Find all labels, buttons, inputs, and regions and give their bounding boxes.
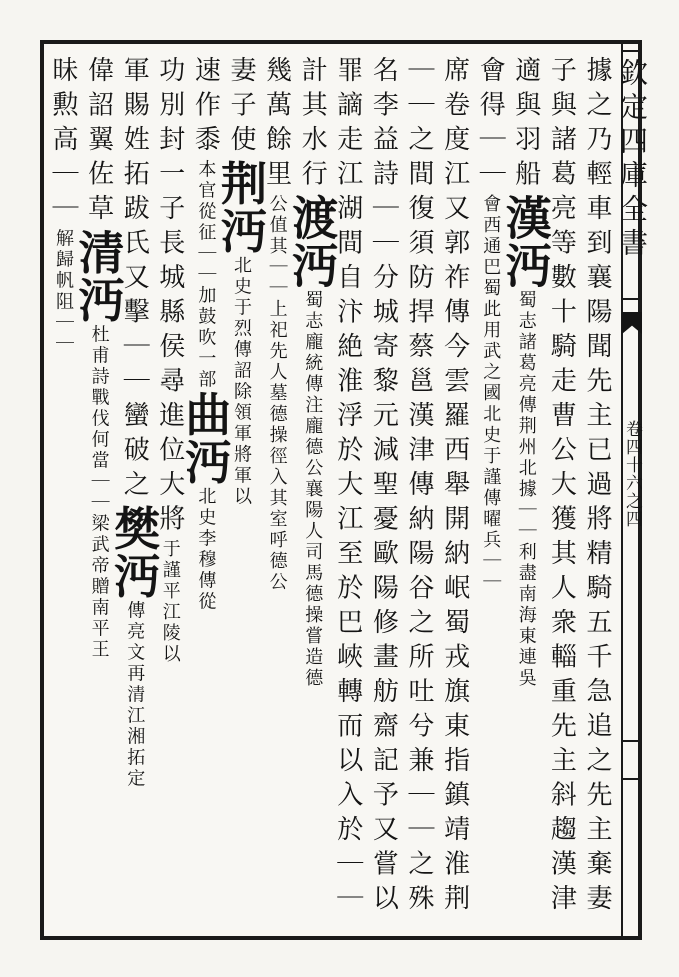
text-column <box>438 56 472 928</box>
annotation-text: 北史李穆傳從 <box>195 486 217 613</box>
body-text: 會得｜｜ <box>475 56 506 194</box>
annotation-text: 傳亮文再清江湘拓定 <box>124 600 146 790</box>
text-column <box>285 56 340 928</box>
body-text: 昧勲高｜｜ <box>48 56 78 229</box>
body-text: 妻子使 <box>226 56 256 160</box>
annotation-text: 蜀志龐統傳注龐德公襄陽人司馬德操嘗造德 <box>302 290 324 689</box>
annotation-text: 蜀志諸葛亮傳荆州北據｜｜利盡南海東連吳 <box>515 290 537 689</box>
body-text: 計其水行 <box>297 56 328 194</box>
body-text: 據之乃輕車到襄陽聞先主已過將精騎五千急追之先主棄妻 <box>582 56 612 919</box>
annotation-text: 公值其｜｜上祀先人墓德操徑入其室呼德公 <box>266 194 288 593</box>
annotation-text: 解歸帆阻｜｜ <box>53 228 74 355</box>
entry-heading: 清沔 <box>71 228 126 325</box>
entry-heading: 荆沔 <box>214 159 268 256</box>
text-column <box>107 56 162 928</box>
body-text: 功別封一子長城縣侯尋進位大將 <box>154 56 185 539</box>
annotation-text: 會西通巴蜀此用武之國北史于謹傳曜兵｜｜ <box>480 194 502 593</box>
text-column <box>402 56 436 928</box>
annotation-text: 本官從征｜｜加鼓吹一部 <box>195 159 217 391</box>
juan-label: 卷四十六之四 <box>622 420 642 528</box>
body-text: 席卷度江又郭祚傳今雲羅西舉開納岷蜀戎旗東指鎮靖淮荆 <box>439 56 470 919</box>
text-column <box>178 56 233 928</box>
entry-heading: 漢沔 <box>498 194 553 290</box>
entry-heading: 樊沔 <box>107 504 162 601</box>
text-column <box>366 56 400 928</box>
text-column <box>71 56 126 928</box>
book-title: 欽定四庫全書 <box>616 58 649 262</box>
body-text: 速作黍 <box>190 56 221 160</box>
annotation-text: ｜｜梁武帝贈南平王 <box>88 471 110 661</box>
entry-heading: 渡沔 <box>285 194 340 290</box>
body-text: 軍賜姓拓跋氏又擊｜｜蠻破之 <box>119 56 150 505</box>
body-text: 名李益詩｜｜分城寄黎元減聖憂歐陽修畫舫齋記予又嘗以 <box>368 56 399 919</box>
body-text: 罪謫走江湖間自汴絶淮浮於大江至於巴峽轉而以入於｜｜ <box>332 56 363 919</box>
text-column <box>153 56 187 928</box>
body-text: 幾萬餘里 <box>261 56 292 194</box>
text-column <box>498 56 553 928</box>
text-column <box>544 56 578 928</box>
annotation-text: 北史于烈傳詔除領軍將軍以 <box>231 255 252 508</box>
text-column <box>214 56 268 928</box>
body-text: 偉詔翼佐草 <box>83 56 114 229</box>
body-text: 子與諸葛亮等數十騎走曹公大獲其人衆輜重先主斜趨漢津 <box>546 56 577 919</box>
text-column <box>580 56 614 928</box>
text-column <box>331 56 365 928</box>
body-text: 適與羽船 <box>510 56 541 194</box>
annotation-text: 于謹平江陵以 <box>159 539 181 665</box>
entry-heading: 曲沔 <box>178 390 233 487</box>
body-text: ｜｜之間復須防捍蔡邕漢津傳納陽谷之所吐兮兼｜｜之殊 <box>404 56 434 919</box>
text-column <box>46 56 80 928</box>
annotation-text: 杜甫詩戰伐何當 <box>88 324 110 472</box>
lower-margin-mark <box>622 740 642 780</box>
text-column <box>473 56 507 928</box>
